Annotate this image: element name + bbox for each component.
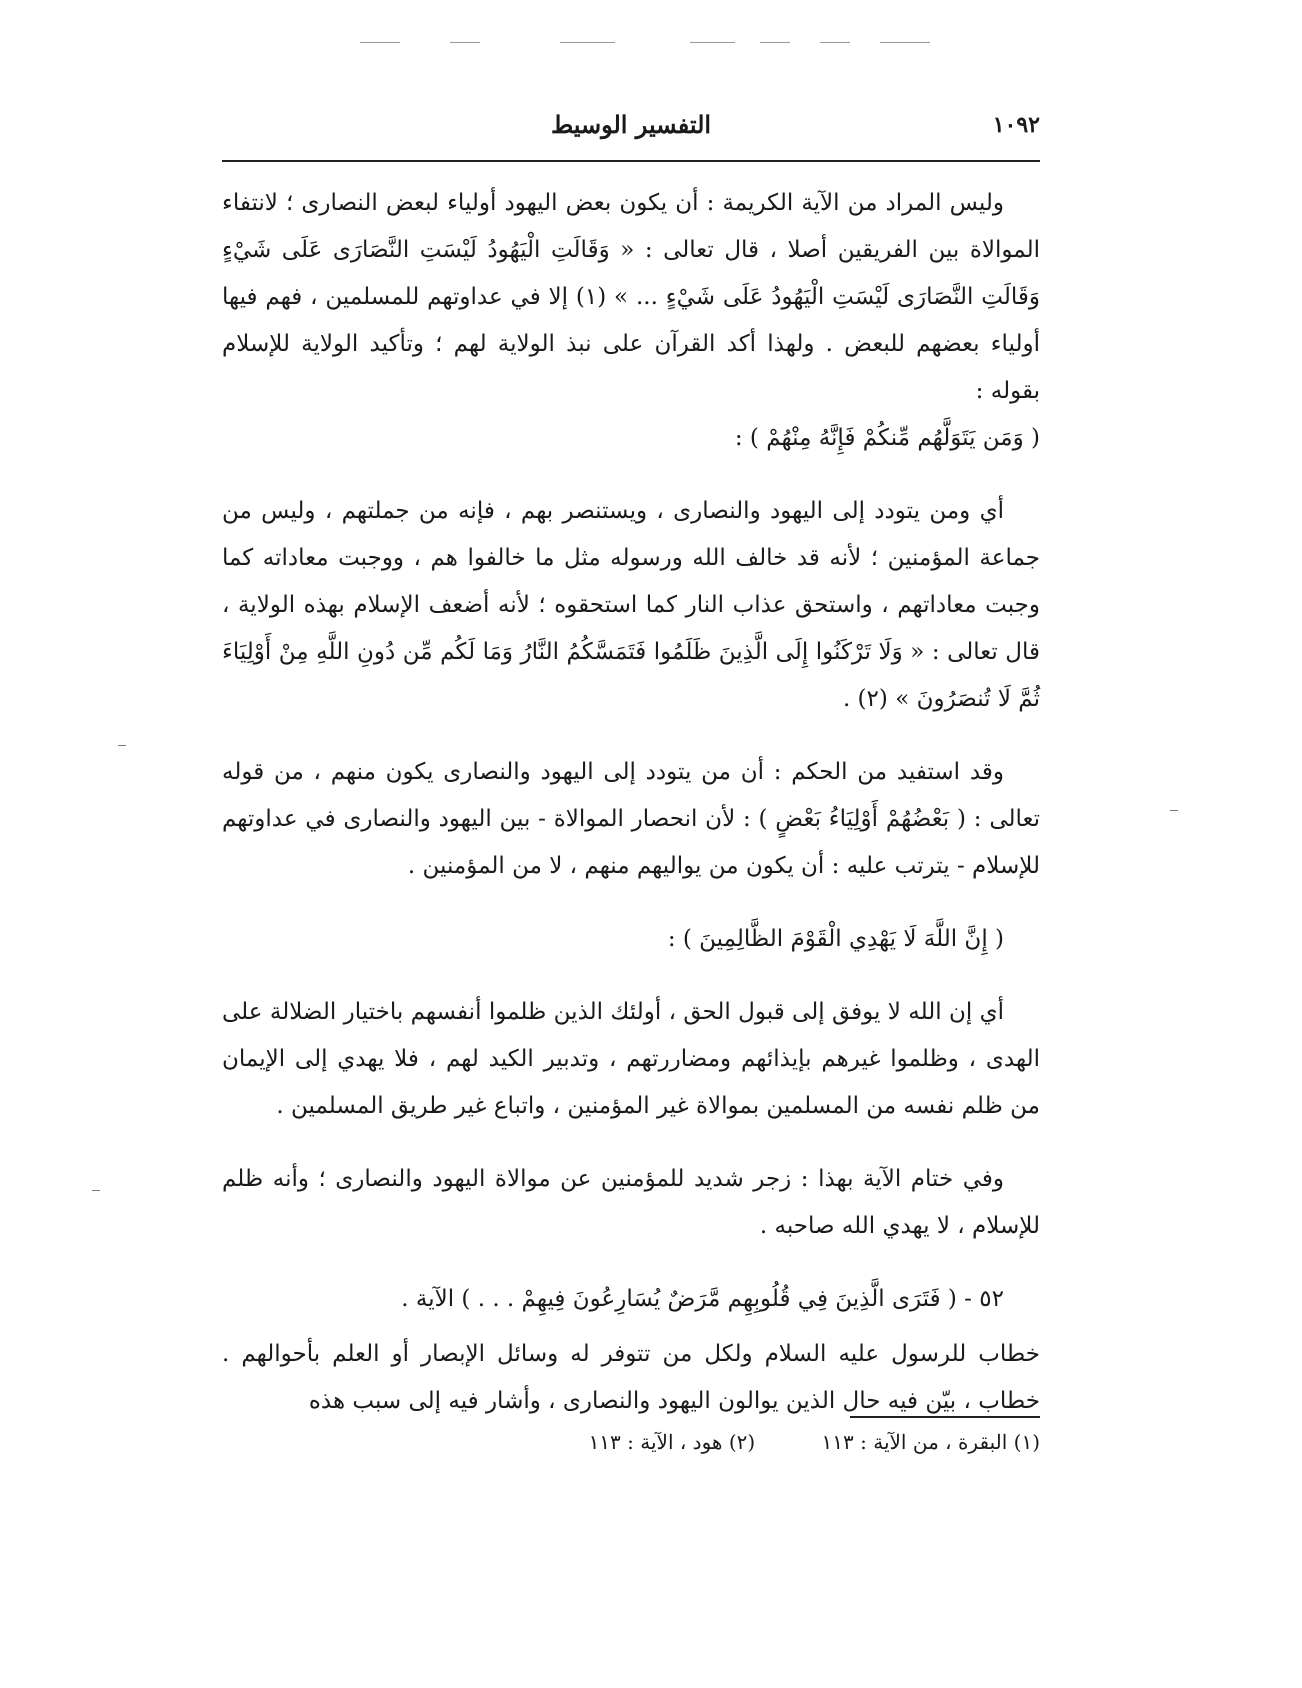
margin-mark — [1170, 810, 1178, 811]
page-body — [222, 180, 1040, 1451]
verse-heading-52: ٥٢ - ( فَتَرَى الَّذِينَ فِي قُلُوبِهِم مَّرَضٌ يُسَارِعُونَ فِيهِمْ . . . ) الآية . — [401, 1286, 1004, 1312]
verse-quote-1: ( وَمَن يَتَوَلَّهُم مِّنكُمْ فَإِنَّهُ مِنْهُمْ ) : — [734, 425, 1040, 451]
verse-quote-2: ( إِنَّ اللَّهَ لَا يَهْدِي الْقَوْمَ الظَّالِمِينَ ) : — [667, 926, 1004, 952]
footnote-1: (١) البقرة ، من الآية : ١١٣ — [821, 1430, 1040, 1454]
footnote-rule — [850, 1416, 1040, 1418]
scan-top-marks — [360, 42, 940, 48]
page-header — [222, 108, 1040, 148]
footnotes — [222, 1430, 1040, 1454]
paragraph-1: وليس المراد من الآية الكريمة : أن يكون بعض اليهود أولياء لبعض النصارى ؛ لانتفاء الموالاة بين الفريقين أصلا ، قال تعالى : « وَقَالَتِ الْيَهُودُ لَيْسَتِ النَّصَارَى عَلَى شَيْءٍ وَقَالَتِ النَّصَارَى لَيْسَتِ الْيَهُودُ عَلَى شَيْءٍ ... » (١) إلا في عداوتهم للمسلمين ، فهم فيها أولياء بعضهم للبعض . ولهذا أكد القرآن على نبذ الولاية لهم ؛ وتأكيد الولاية للإسلام بقوله : — [222, 190, 1040, 404]
running-title: التفسير الوسيط — [550, 110, 712, 139]
page-number: ١٠٩٢ — [992, 112, 1040, 138]
paragraph-5: وفي ختام الآية بهذا : زجر شديد للمؤمنين عن موالاة اليهود والنصارى ؛ وأنه ظلم للإسلام ، لا يهدي الله صاحبه . — [222, 1166, 1040, 1239]
paragraph-2: أي ومن يتودد إلى اليهود والنصارى ، ويستنصر بهم ، فإنه من جملتهم ، وليس من جماعة المؤمنين ؛ لأنه قد خالف الله ورسوله مثل ما خالفوا هم ، ووجبت معاداته كما وجبت معاداتهم ، واستحق عذاب النار كما استحقوه ؛ لأنه أضعف الإسلام بهذه الولاية ، قال تعالى : « وَلَا تَرْكَنُوا إِلَى الَّذِينَ ظَلَمُوا فَتَمَسَّكُمُ النَّارُ وَمَا لَكُم مِّن دُونِ اللَّهِ مِنْ أَوْلِيَاءَ ثُمَّ لَا تُنصَرُونَ » (٢) . — [222, 498, 1040, 712]
margin-mark — [118, 745, 126, 746]
margin-mark — [92, 1190, 100, 1191]
header-rule — [222, 160, 1040, 162]
paragraph-6: خطاب للرسول عليه السلام ولكل من تتوفر له وسائل الإبصار أو العلم بأحوالهم . خطاب ، بيّن فيه حال الذين يوالون اليهود والنصارى ، وأشار فيه إلى سبب هذه — [222, 1341, 1040, 1414]
footnote-2: (٢) هود ، الآية : ١١٣ — [588, 1430, 756, 1454]
paragraph-3: وقد استفيد من الحكم : أن من يتودد إلى اليهود والنصارى يكون منهم ، من قوله تعالى : ( بَعْضُهُمْ أَوْلِيَاءُ بَعْضٍ ) : لأن انحصار الموالاة - بين اليهود والنصارى في عداوتهم للإسلام - يترتب عليه : أن يكون من يواليهم منهم ، لا من المؤمنين . — [222, 759, 1040, 879]
paragraph-4: أي إن الله لا يوفق إلى قبول الحق ، أولئك الذين ظلموا أنفسهم باختيار الضلالة على الهدى ، وظلموا غيرهم بإيذائهم ومضاررتهم ، وتدبير الكيد لهم ، فلا يهدي إلى الإيمان من ظلم نفسه من المسلمين بموالاة غير المؤمنين ، واتباع غير طريق المسلمين . — [222, 999, 1040, 1119]
